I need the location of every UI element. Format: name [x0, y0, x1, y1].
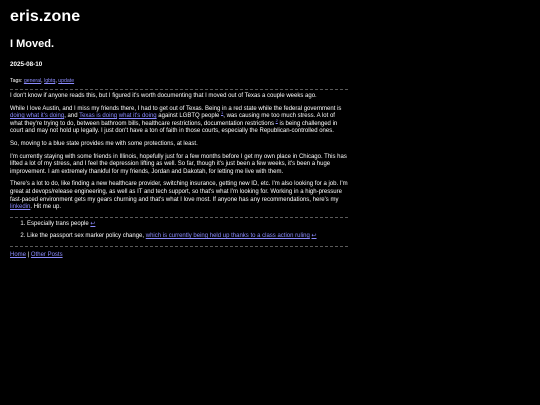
paragraph-illinois: I'm currently staying with some friends in Illinois, hopefully just for a few months before I get my own place in Chicago. This has lifted a lot of my stress, and I feel the depression lifting as well. So far, though it's just been a few weeks, it's been a huge improvement. I am extremely thankful for my friends, Jordan and Dakotah, for letting me live with them.	[10, 153, 347, 175]
tag-separator: ,	[55, 78, 57, 84]
nav-separator: |	[26, 251, 31, 258]
footnote-item-1	[27, 221, 348, 229]
paragraph-text: , was causing me too much stress. A lot of what they're trying to do, between bathroom bills, healthcare restrictions, documentation restrictions	[10, 113, 335, 127]
divider-bottom	[10, 246, 348, 247]
footnotes-list	[10, 221, 348, 241]
footnote-ref-link-2[interactable]: 2	[275, 117, 278, 123]
tag-link-general[interactable]: general	[23, 78, 42, 84]
paragraph-blue-state: So, moving to a blue state provides me with some protections, at least.	[10, 140, 198, 147]
paragraph-text: While I love Austin, and I miss my friends there, I had to get out of Texas. Being in a red state while the federal government is	[10, 105, 342, 112]
paragraph-text: is being challenged in court and may not hold up legally. I just don't have a ton of faith in those courts, especially the Republican-controlled ones.	[10, 120, 338, 135]
link-texas-doing[interactable]: Texas is doing	[79, 113, 118, 120]
footnote-item-2	[27, 233, 348, 241]
post-body	[10, 93, 348, 212]
post-date: 2025-08-10	[10, 61, 43, 68]
other-posts-link[interactable]: Other Posts	[30, 251, 63, 258]
paragraph-job	[10, 181, 348, 211]
site-title: eris.zone	[10, 8, 81, 25]
paragraph-text: against LGBTQ people	[156, 113, 222, 120]
link-linkedin[interactable]: linkedin	[10, 204, 31, 211]
link-federal-doing[interactable]: doing what it's doing	[10, 113, 65, 120]
tag-separator: ,	[41, 78, 43, 84]
paragraph-texas	[10, 106, 348, 136]
link-class-action-ruling[interactable]: which is currently being held up thanks to a class action ruling	[145, 233, 310, 240]
paragraph-text: There's a lot to do, like finding a new healthcare provider, switching insurance, getting new ID, etc. I'm also looking for a job. I'm great at devops/release engineering, as well as IT and tech support, so that's what I'm looking for. Working in a high-pressure fast-paced environment gets my gears churning and that's what I love most. If anyone has any recommendations, here's my	[10, 181, 348, 203]
post-title: I Moved.	[10, 38, 55, 50]
paragraph-text: , and	[64, 113, 80, 120]
footer-nav	[10, 251, 348, 259]
footnote-ref-link-1[interactable]: 1	[221, 110, 224, 116]
divider-footnotes	[10, 217, 348, 218]
footnote-backref-2[interactable]: ↩	[311, 233, 317, 240]
footnote-text: Like the passport sex marker policy change,	[27, 233, 146, 240]
link-what-its-doing[interactable]: what it's doing	[118, 113, 157, 120]
divider-top	[10, 89, 348, 90]
tag-link-update[interactable]: update	[58, 78, 75, 84]
tag-link-lgbtq[interactable]: lgbtq	[44, 78, 56, 84]
paragraph-intro: I don't know if anyone reads this, but I figured it's worth documenting that I moved out of Texas a couple weeks ago.	[10, 93, 317, 99]
home-link[interactable]: Home	[10, 251, 27, 258]
tags-label: Tags:	[10, 78, 23, 84]
main-content	[10, 7, 348, 259]
footnote-text: Especially trans people	[27, 220, 91, 227]
footnote-backref-1[interactable]: ↩	[90, 220, 96, 227]
tags-line	[10, 77, 348, 85]
paragraph-text: . Hit me up.	[30, 204, 62, 211]
